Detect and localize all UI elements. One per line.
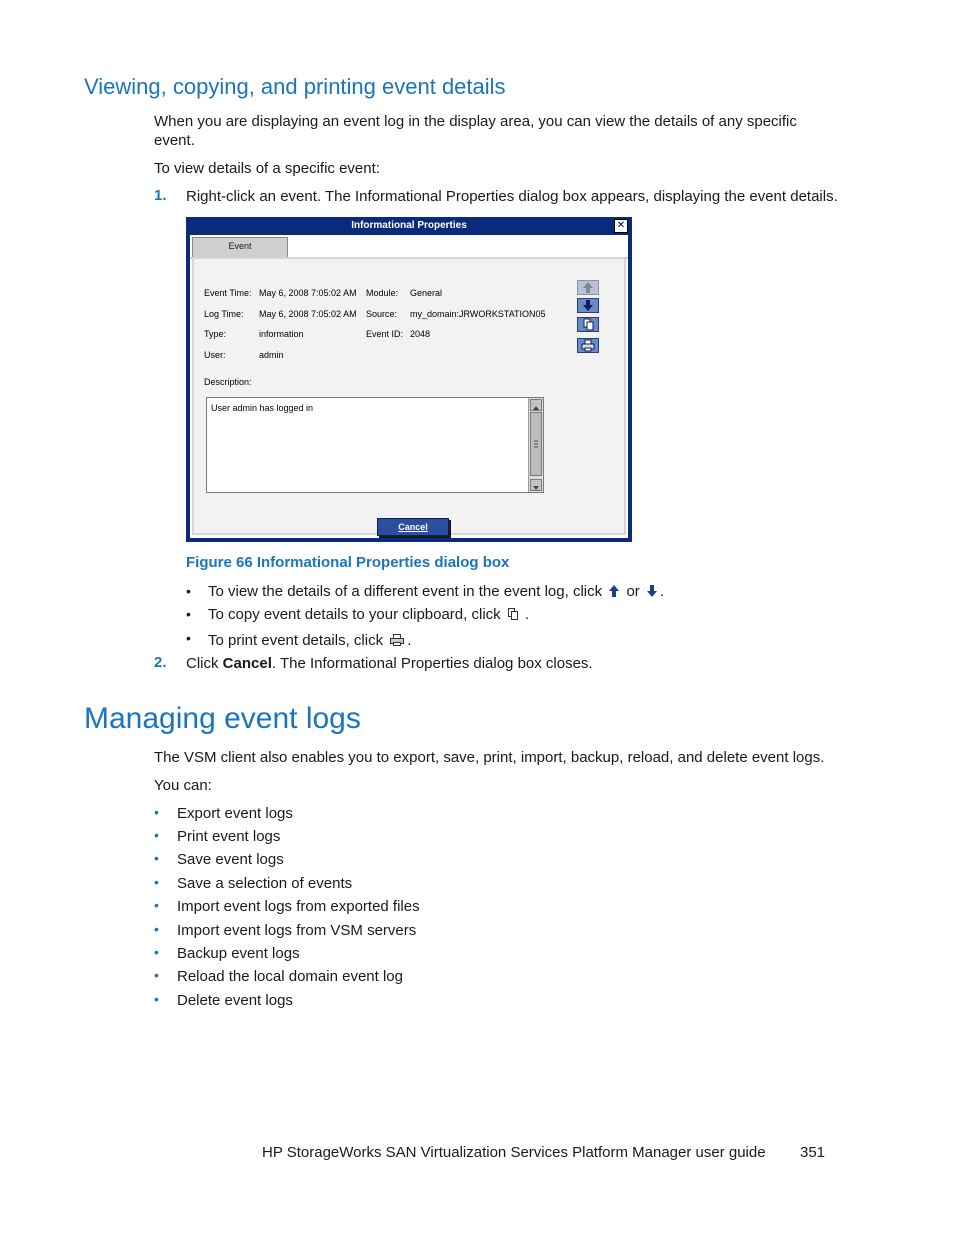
chevron-down-icon — [531, 483, 541, 493]
source-label: Source: — [366, 309, 398, 319]
intro-paragraph-line1: When you are displaying an event log in the display area, you can view the details of any specific — [154, 113, 797, 130]
bullet-text: . — [520, 606, 530, 623]
list-item: Export event logs — [177, 805, 293, 822]
bullet-marker: • — [154, 967, 159, 983]
log-time-label: Log Time: — [204, 309, 244, 319]
log-time-value: May 6, 2008 7:05:02 AM — [259, 309, 357, 319]
module-label: Module: — [366, 288, 399, 298]
section-heading-managing: Managing event logs — [84, 702, 361, 735]
scroll-down-button[interactable] — [530, 479, 542, 491]
event-id-value: 2048 — [410, 329, 431, 339]
copy-icon — [507, 607, 519, 621]
scroll-up-button[interactable] — [530, 399, 542, 411]
scroll-thumb[interactable] — [530, 412, 542, 476]
description-text: User admin has logged in — [211, 403, 314, 413]
user-value: admin — [259, 350, 284, 360]
description-textarea[interactable] — [206, 397, 544, 493]
type-label: Type: — [204, 329, 227, 339]
event-id-label: Event ID: — [366, 329, 404, 339]
page-number: 351 — [800, 1144, 826, 1161]
bullet-marker: • — [186, 606, 191, 622]
bullet-marker: • — [154, 874, 159, 890]
print-icon — [578, 339, 598, 352]
bullet-text: To print event details, click — [208, 632, 388, 649]
bullet-text: . — [407, 632, 412, 649]
bullet-marker: • — [154, 991, 159, 1007]
bullet-marker: • — [154, 897, 159, 913]
bullet-marker: • — [186, 630, 191, 646]
next-event-button[interactable] — [577, 298, 599, 313]
step-number-1: 1. — [154, 187, 167, 204]
bullet-marker: • — [154, 944, 159, 960]
step-text-2 — [186, 654, 593, 673]
copy-icon — [578, 318, 598, 331]
list-item: Import event logs from VSM servers — [177, 922, 417, 939]
bullet-view-other-event — [208, 582, 664, 601]
cancel-button[interactable]: Cancel — [377, 518, 449, 536]
list-item: Delete event logs — [177, 992, 293, 1009]
down-arrow-icon — [578, 299, 598, 312]
bullet-marker: • — [154, 921, 159, 937]
module-value: General — [410, 288, 443, 298]
type-value: information — [259, 329, 304, 339]
you-can-paragraph: You can: — [154, 777, 212, 794]
previous-event-button[interactable] — [577, 280, 599, 295]
event-time-value: May 6, 2008 7:05:02 AM — [259, 288, 357, 298]
dialog-title: Informational Properties — [351, 220, 467, 231]
description-label: Description: — [204, 377, 252, 387]
tab-event[interactable]: Event — [192, 237, 288, 258]
list-item: Save a selection of events — [177, 875, 353, 892]
print-icon — [389, 633, 405, 647]
bullet-text: To view the details of a different event in the event log, click — [208, 583, 607, 600]
cancel-keyword: Cancel — [222, 655, 272, 672]
informational-properties-dialog — [186, 217, 632, 542]
up-arrow-icon — [608, 584, 620, 598]
bullet-marker: • — [154, 850, 159, 866]
bullet-text: . — [659, 583, 665, 600]
intro-paragraph-line2: event. — [154, 132, 195, 149]
down-arrow-icon — [646, 584, 658, 598]
list-item: Import event logs from exported files — [177, 898, 420, 915]
bullet-text: To copy event details to your clipboard, click — [208, 606, 505, 623]
figure-caption: Figure 66 Informational Properties dialog box — [186, 554, 510, 571]
copy-button[interactable] — [577, 317, 599, 332]
grip-icon — [531, 413, 541, 475]
bullet-marker: • — [154, 827, 159, 843]
step-text: Click — [186, 655, 223, 672]
user-label: User: — [204, 350, 226, 360]
list-item: Print event logs — [177, 828, 281, 845]
close-icon[interactable]: ✕ — [614, 219, 628, 233]
event-panel — [192, 257, 626, 535]
step-text: . The Informational Properties dialog box closes. — [271, 655, 593, 672]
tab-strip — [190, 235, 628, 259]
print-button[interactable] — [577, 338, 599, 353]
dialog-body — [190, 235, 628, 538]
step-text-1: Right-click an event. The Informational Properties dialog box appears, displaying the event details. — [186, 188, 838, 205]
instruction-paragraph: To view details of a specific event: — [154, 160, 380, 177]
source-value: my_domain:JRWORKSTATION05 — [410, 309, 546, 319]
list-item: Save event logs — [177, 851, 284, 868]
bullet-copy-details — [208, 605, 529, 624]
list-item: Reload the local domain event log — [177, 968, 403, 985]
bullet-marker: • — [186, 583, 191, 599]
event-time-label: Event Time: — [204, 288, 252, 298]
up-arrow-icon — [578, 281, 598, 294]
list-item: Backup event logs — [177, 945, 300, 962]
section-heading-viewing: Viewing, copying, and printing event details — [84, 74, 506, 99]
bullet-text: or — [622, 583, 644, 600]
managing-paragraph: The VSM client also enables you to export, save, print, import, backup, reload, and delete event logs. — [154, 749, 825, 766]
bullet-marker: • — [154, 804, 159, 820]
bullet-print-details — [208, 631, 411, 650]
step-number-2: 2. — [154, 654, 167, 671]
description-scrollbar[interactable] — [528, 398, 543, 492]
footer-title: HP StorageWorks SAN Virtualization Services Platform Manager user guide — [262, 1144, 766, 1161]
